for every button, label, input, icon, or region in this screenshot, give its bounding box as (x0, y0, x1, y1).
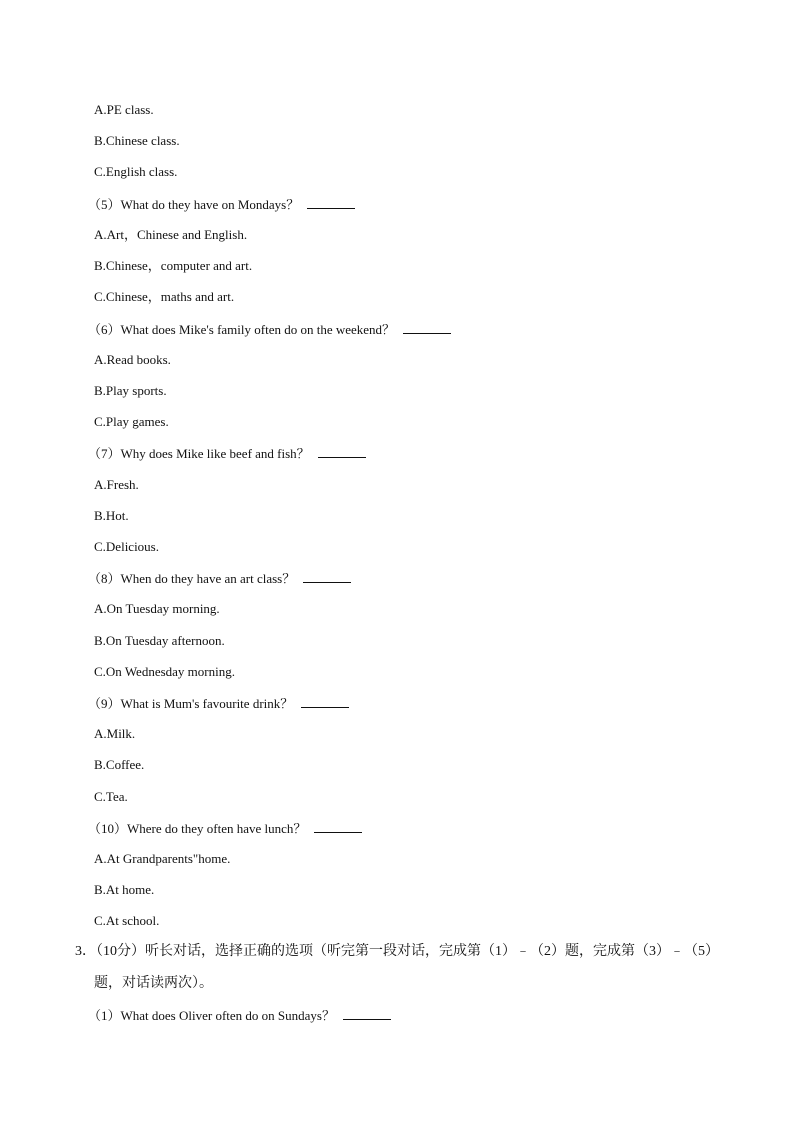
q6-option-a: A.Read books. (94, 352, 171, 367)
q9-question-text: （9）What is Mum's favourite drink？ (88, 696, 294, 711)
q8-option-c: C.On Wednesday morning. (94, 664, 235, 679)
q8-question-text: （8）When do they have an art class？ (88, 571, 296, 586)
q6-option-c: C.Play games. (94, 414, 169, 429)
q9-option-c: C.Tea. (94, 789, 128, 804)
q8-option-a: A.On Tuesday morning. (94, 601, 220, 616)
q10-question (88, 820, 362, 837)
q10-option-a: A.At Grandparents"home. (94, 851, 231, 866)
q4-option-c: C.English class. (94, 164, 178, 179)
q7-question-text: （7）Why does Mike like beef and fish？ (88, 446, 310, 461)
q5-question (88, 196, 355, 213)
q9-option-a: A.Milk. (94, 726, 136, 741)
q7-option-a: A.Fresh. (94, 477, 139, 492)
s3-q1-answer-blank[interactable] (343, 1007, 391, 1020)
q9-answer-blank[interactable] (301, 695, 349, 708)
q4-option-b: B.Chinese class. (94, 133, 180, 148)
q7-answer-blank[interactable] (318, 445, 366, 458)
q5-option-a: A.Art，Chinese and English. (94, 227, 248, 242)
q9-question (88, 695, 349, 712)
q10-answer-blank[interactable] (314, 820, 362, 833)
q8-option-b: B.On Tuesday afternoon. (94, 633, 225, 648)
q10-question-text: （10）Where do they often have lunch？ (88, 821, 307, 836)
section-3-instructions: 3．（10分）听长对话，选择正确的选项（听完第一段对话，完成第（1）﹣（2）题，完成第（3）﹣（5） (75, 944, 719, 959)
s3-q1-question-text: （1）What does Oliver often do on Sundays？ (88, 1008, 335, 1023)
q8-answer-blank[interactable] (303, 570, 351, 583)
q6-question (88, 321, 451, 338)
section-3-instructions-cont: 题，对话读两次）。 (94, 976, 213, 991)
q7-option-c: C.Delicious. (94, 539, 159, 554)
q6-answer-blank[interactable] (403, 321, 451, 334)
q5-option-c: C.Chinese，maths and art. (94, 289, 235, 304)
q5-option-b: B.Chinese，computer and art. (94, 258, 253, 273)
q7-question (88, 445, 366, 462)
q6-option-b: B.Play sports. (94, 383, 167, 398)
q10-option-b: B.At home. (94, 882, 155, 897)
s3-q1-question (88, 1007, 391, 1024)
q5-question-text: （5）What do they have on Mondays？ (88, 197, 300, 212)
q4-option-a: A.PE class. (94, 102, 154, 117)
q8-question (88, 570, 351, 587)
q7-option-b: B.Hot. (94, 508, 129, 523)
q5-answer-blank[interactable] (307, 196, 355, 209)
q6-question-text: （6）What does Mike's family often do on the weekend？ (88, 322, 396, 337)
q9-option-b: B.Coffee. (94, 757, 145, 772)
q10-option-c: C.At school. (94, 913, 160, 928)
